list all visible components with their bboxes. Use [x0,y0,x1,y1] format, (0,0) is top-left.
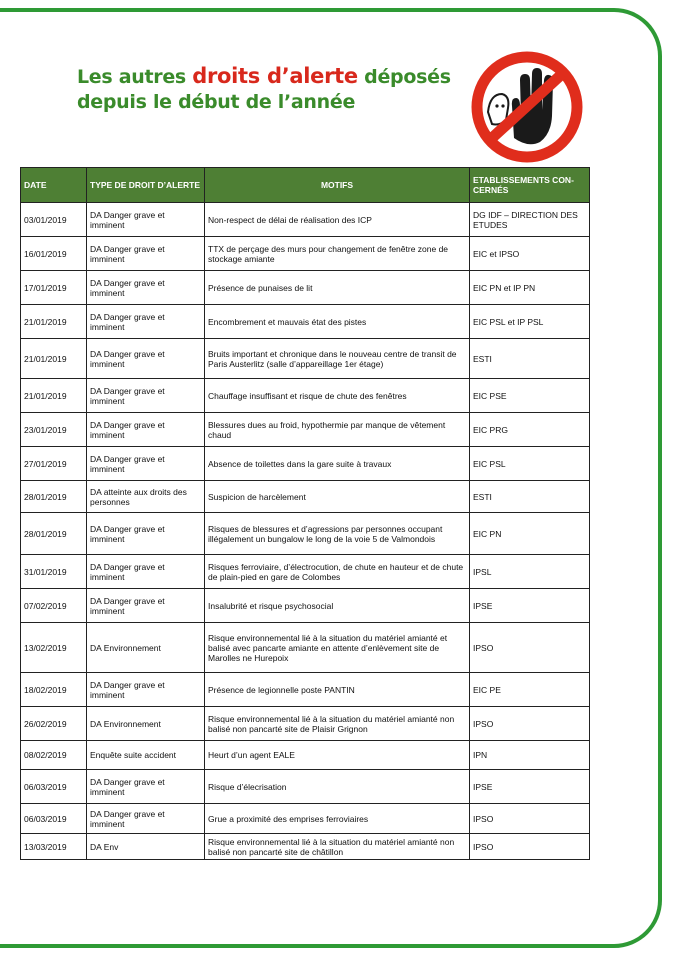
cell-date: 16/01/2019 [21,237,87,271]
title-part2: déposés [357,66,451,88]
cell-type: DA Danger grave et imminent [87,513,205,555]
cell-etablissement: EIC PE [470,673,590,707]
table-row [21,339,590,379]
cell-motif: TTX de perçage des murs pour changement de fenêtre zone de stockage amiante [205,237,470,271]
cell-motif: Non-respect de délai de réalisation des ICP [205,203,470,237]
cell-etablissement: ESTI [470,339,590,379]
cell-motif: Risque d’élecrisation [205,770,470,804]
table-row [21,555,590,589]
cell-date: 18/02/2019 [21,673,87,707]
cell-date: 27/01/2019 [21,447,87,481]
cell-date: 21/01/2019 [21,305,87,339]
cell-etablissement: EIC PSE [470,379,590,413]
table-row [21,589,590,623]
cell-etablissement: DG IDF – DIRECTION DES ETUDES [470,203,590,237]
cell-motif: Chauffage insuffisant et risque de chute des fenêtres [205,379,470,413]
cell-etablissement: EIC PRG [470,413,590,447]
cell-date: 21/01/2019 [21,339,87,379]
table-row [21,379,590,413]
cell-type: DA Danger grave et imminent [87,673,205,707]
cell-motif: Risque environnemental lié à la situation du matériel amianté non balisé non pancarté site de Plaisir Grignon [205,707,470,741]
cell-type: DA Danger grave et imminent [87,447,205,481]
cell-etablissement: IPSL [470,555,590,589]
cell-type: DA Danger grave et imminent [87,555,205,589]
cell-etablissement: IPSE [470,770,590,804]
cell-motif: Bruits important et chronique dans le nouveau centre de transit de Paris Austerlitz (salle d’appareillage 1er étage) [205,339,470,379]
cell-motif: Présence de punaises de lit [205,271,470,305]
cell-etablissement: ESTI [470,481,590,513]
cell-etablissement: EIC PSL [470,447,590,481]
cell-etablissement: IPSE [470,589,590,623]
cell-date: 17/01/2019 [21,271,87,305]
cell-type: Enquête suite accident [87,741,205,770]
col-header-type: TYPE DE DROIT D’ALERTE [87,168,205,203]
col-header-motifs: MOTIFS [205,168,470,203]
table-row [21,481,590,513]
table-row [21,623,590,673]
table-row [21,741,590,770]
col-header-etablissements: ETABLISSEMENTS CON-CERNÉS [470,168,590,203]
cell-etablissement: EIC PSL et IP PSL [470,305,590,339]
cell-date: 06/03/2019 [21,804,87,834]
table-row [21,237,590,271]
cell-motif: Risque environnemental lié à la situation du matériel amianté non balisé non pancarté site de châtillon [205,834,470,860]
cell-date: 28/01/2019 [21,481,87,513]
table-row [21,413,590,447]
table-row [21,271,590,305]
table-row [21,305,590,339]
cell-etablissement: IPSO [470,804,590,834]
table-row [21,770,590,804]
cell-motif: Encombrement et mauvais état des pistes [205,305,470,339]
cell-type: DA Danger grave et imminent [87,339,205,379]
cell-date: 31/01/2019 [21,555,87,589]
cell-motif: Présence de legionnelle poste PANTIN [205,673,470,707]
cell-motif: Risques de blessures et d’agressions par personnes occupant illégalement un bungalow le long de la voie 5 de Valmondois [205,513,470,555]
table-row [21,673,590,707]
cell-type: DA atteinte aux droits des personnes [87,481,205,513]
table-row [21,834,590,860]
cell-type: DA Environnement [87,707,205,741]
cell-etablissement: EIC et IPSO [470,237,590,271]
table-row [21,513,590,555]
cell-date: 06/03/2019 [21,770,87,804]
table-row [21,447,590,481]
cell-motif: Risques ferroviaire, d’électrocution, de chute en hauteur et de chute de plain-pied en gare de Colombes [205,555,470,589]
cell-date: 26/02/2019 [21,707,87,741]
cell-type: DA Danger grave et imminent [87,589,205,623]
cell-motif: Blessures dues au froid, hypothermie par manque de vêtement chaud [205,413,470,447]
cell-motif: Risque environnemental lié à la situation du matériel amianté et balisé avec pancarte amiante en attente d’enlèvement site de Marolles ne Hurepoix [205,623,470,673]
cell-type: DA Danger grave et imminent [87,271,205,305]
cell-date: 03/01/2019 [21,203,87,237]
cell-date: 13/03/2019 [21,834,87,860]
cell-motif: Suspicion de harcèlement [205,481,470,513]
cell-etablissement: EIC PN et IP PN [470,271,590,305]
cell-date: 28/01/2019 [21,513,87,555]
cell-date: 08/02/2019 [21,741,87,770]
table-row [21,804,590,834]
cell-etablissement: IPSO [470,623,590,673]
cell-etablissement: IPSO [470,834,590,860]
cell-type: DA Environnement [87,623,205,673]
table-row [21,707,590,741]
cell-date: 07/02/2019 [21,589,87,623]
cell-etablissement: EIC PN [470,513,590,555]
cell-date: 23/01/2019 [21,413,87,447]
cell-type: DA Danger grave et imminent [87,770,205,804]
table-header-row [21,168,590,203]
cell-type: DA Danger grave et imminent [87,379,205,413]
title-part1: Les autres [77,66,193,88]
page-title [77,64,467,115]
cell-motif: Insalubrité et risque psychosocial [205,589,470,623]
col-header-date: DATE [21,168,87,203]
table-row [21,203,590,237]
cell-type: DA Env [87,834,205,860]
cell-type: DA Danger grave et imminent [87,804,205,834]
cell-motif: Heurt d’un agent EALE [205,741,470,770]
cell-date: 21/01/2019 [21,379,87,413]
title-highlight: droits d’alerte [192,64,358,88]
alerts-table [20,167,590,860]
stop-hand-icon [470,50,584,164]
cell-etablissement: IPSO [470,707,590,741]
cell-type: DA Danger grave et imminent [87,203,205,237]
cell-motif: Absence de toilettes dans la gare suite à travaux [205,447,470,481]
cell-motif: Grue a proximité des emprises ferroviaires [205,804,470,834]
cell-date: 13/02/2019 [21,623,87,673]
cell-type: DA Danger grave et imminent [87,237,205,271]
cell-type: DA Danger grave et imminent [87,413,205,447]
cell-type: DA Danger grave et imminent [87,305,205,339]
cell-etablissement: IPN [470,741,590,770]
title-line2: depuis le début de l’année [77,91,356,113]
